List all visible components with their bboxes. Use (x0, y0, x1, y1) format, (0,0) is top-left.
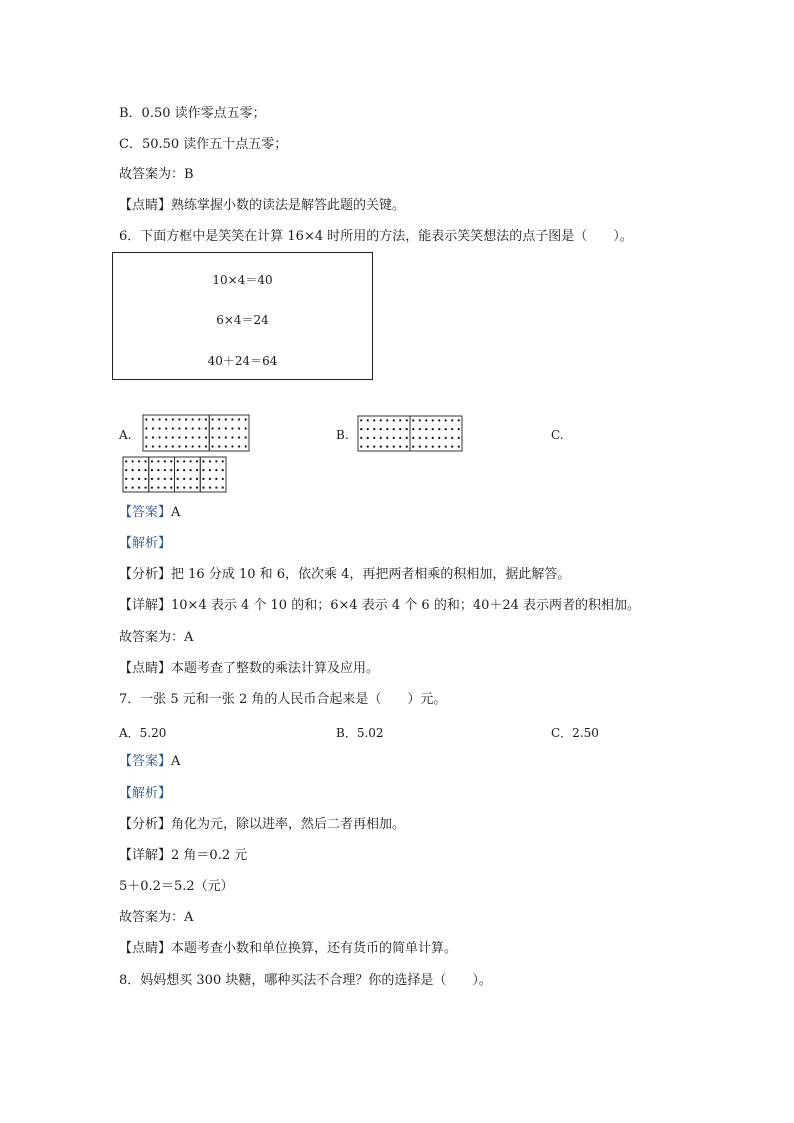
dot (386, 428, 388, 430)
dot (393, 419, 395, 421)
q7-option-c: C．2.50 (551, 726, 599, 740)
dot (189, 469, 191, 471)
dot (412, 428, 414, 430)
dot (158, 427, 160, 429)
dot (225, 436, 227, 438)
dot (367, 419, 369, 421)
dot (178, 427, 180, 429)
analysis-tag: 【分析】 (119, 567, 172, 582)
dot-diagram-a (142, 414, 250, 452)
dot (185, 445, 187, 447)
dot (157, 460, 159, 462)
dot (218, 445, 220, 447)
dot (245, 436, 247, 438)
q6-analysis (119, 567, 570, 583)
dot (192, 418, 194, 420)
q7-analysis (119, 817, 405, 833)
dot (144, 469, 146, 471)
dot (215, 460, 217, 462)
line-b: B．0.50 读作零点五零； (119, 106, 266, 121)
dot (196, 487, 198, 489)
dot (380, 446, 382, 448)
dot (367, 428, 369, 430)
answer-line: 故答案为：B (119, 167, 194, 182)
q7-answer (119, 754, 180, 770)
dot (373, 428, 375, 430)
dot (196, 478, 198, 480)
dot (360, 437, 362, 439)
dot (172, 427, 174, 429)
dot (177, 460, 179, 462)
analysis-text: 角化为元，除以进率，然后二者再相加。 (171, 817, 406, 832)
dot (177, 478, 179, 480)
dot (152, 445, 154, 447)
q7-option-b: B．5.02 (336, 726, 384, 740)
dot (406, 446, 408, 448)
dot (419, 428, 421, 430)
dot (238, 445, 240, 447)
dot (432, 437, 434, 439)
dot (373, 419, 375, 421)
dot (425, 446, 427, 448)
dot (425, 428, 427, 430)
dot (445, 446, 447, 448)
dot (451, 419, 453, 421)
dot (138, 487, 140, 489)
dot (245, 418, 247, 420)
dot (138, 469, 140, 471)
dot (367, 446, 369, 448)
detail-tag: 【详解】 (119, 598, 172, 613)
answer-value: A (171, 505, 181, 520)
dot (360, 428, 362, 430)
dot (373, 437, 375, 439)
dot (172, 418, 174, 420)
q7-conclusion: 故答案为：A (119, 910, 194, 925)
dot (399, 437, 401, 439)
dot (196, 469, 198, 471)
dot (125, 469, 127, 471)
dot (231, 436, 233, 438)
dot (231, 427, 233, 429)
dot (202, 478, 204, 480)
dot (145, 436, 147, 438)
dot (164, 487, 166, 489)
question-6: 6．下面方框中是笑笑在计算 16×4 时所用的方法，能表示笑笑想法的点子图是（ ）。 (119, 229, 633, 244)
dot (138, 478, 140, 480)
dot (432, 419, 434, 421)
dot (152, 427, 154, 429)
dot (215, 469, 217, 471)
dot (178, 418, 180, 420)
dot (393, 437, 395, 439)
dot-diagram-b (357, 415, 463, 452)
dot (386, 446, 388, 448)
dot (412, 446, 414, 448)
dot (211, 445, 213, 447)
dot (205, 436, 207, 438)
dot (399, 428, 401, 430)
dot (211, 418, 213, 420)
dot (205, 427, 207, 429)
dot (151, 469, 153, 471)
dot (177, 487, 179, 489)
dot (380, 419, 382, 421)
dot (177, 469, 179, 471)
dot (178, 445, 180, 447)
dot (172, 436, 174, 438)
dot (231, 445, 233, 447)
option-a-label: A. (119, 428, 132, 442)
dot (144, 460, 146, 462)
dot (151, 460, 153, 462)
dot (451, 446, 453, 448)
dot (157, 487, 159, 489)
dot (393, 428, 395, 430)
dot (202, 487, 204, 489)
detail-tag: 【详解】 (119, 848, 172, 863)
dot (196, 460, 198, 462)
remark-tag: 【点睛】 (119, 941, 172, 956)
dot (192, 427, 194, 429)
dot (189, 460, 191, 462)
q7-analysis-tag: 【解析】 (119, 786, 172, 801)
dot (145, 445, 147, 447)
method-box (112, 252, 373, 380)
dot (451, 437, 453, 439)
dot (132, 460, 134, 462)
dot (185, 427, 187, 429)
answer-tag: 【答案】 (119, 505, 172, 520)
dot (209, 478, 211, 480)
dot (215, 478, 217, 480)
dot (438, 437, 440, 439)
dot (152, 418, 154, 420)
dot (211, 436, 213, 438)
dot (245, 445, 247, 447)
dot (380, 428, 382, 430)
dot (380, 437, 382, 439)
dot (165, 418, 167, 420)
dot (198, 436, 200, 438)
dot (225, 445, 227, 447)
dot-group-box (209, 415, 249, 451)
analysis-text: 把 16 分成 10 和 6，依次乘 4，再把两者相乘的积相加，据此解答。 (171, 567, 571, 582)
dot (185, 436, 187, 438)
answer-value: A (171, 754, 181, 769)
dot (165, 445, 167, 447)
dot (238, 427, 240, 429)
dot (144, 478, 146, 480)
dot-group-box (410, 416, 462, 451)
dot (458, 437, 460, 439)
dot (432, 428, 434, 430)
dot (458, 446, 460, 448)
dot (222, 469, 224, 471)
dot (360, 446, 362, 448)
dot (222, 460, 224, 462)
remark-tag: 【点睛】 (119, 661, 172, 676)
dot (138, 460, 140, 462)
dot (132, 469, 134, 471)
dot (145, 427, 147, 429)
dot (399, 419, 401, 421)
dot (132, 487, 134, 489)
dot (151, 487, 153, 489)
dot (125, 487, 127, 489)
remark-line (119, 198, 405, 214)
dot (360, 419, 362, 421)
dot (145, 418, 147, 420)
dot (183, 460, 185, 462)
dot (189, 478, 191, 480)
dot (205, 445, 207, 447)
analysis-tag: 【分析】 (119, 817, 172, 832)
dot (170, 487, 172, 489)
dot (419, 446, 421, 448)
dot (189, 487, 191, 489)
question-7: 7．一张 5 元和一张 2 角的人民币合起来是（ ）元。 (119, 692, 447, 707)
dot (158, 418, 160, 420)
option-b-label: B. (336, 428, 349, 442)
dot (202, 469, 204, 471)
q6-answer (119, 505, 180, 521)
dot (183, 469, 185, 471)
equation-1: 10×4＝40 (212, 273, 273, 287)
equation-2: 6×4＝24 (216, 313, 269, 327)
equation-3: 40＋24＝64 (207, 354, 278, 368)
q7-detail (119, 848, 247, 864)
remark-text: 本题考查了整数的乘法计算及应用。 (171, 661, 380, 676)
answer-tag: 【答案】 (119, 754, 172, 769)
dot (438, 428, 440, 430)
remark-tag: 【点睛】 (119, 198, 172, 213)
dot (412, 419, 414, 421)
q7-option-a: A．5.20 (119, 726, 167, 740)
dot (172, 445, 174, 447)
dot (183, 487, 185, 489)
remark-text: 熟练掌握小数的读法是解答此题的关键。 (171, 198, 406, 213)
dot (164, 478, 166, 480)
dot (183, 478, 185, 480)
dot (209, 487, 211, 489)
dot (185, 418, 187, 420)
dot (406, 419, 408, 421)
dot (432, 446, 434, 448)
dot (152, 436, 154, 438)
dot (144, 487, 146, 489)
q6-analysis-tag: 【解析】 (119, 536, 172, 551)
dot (231, 418, 233, 420)
dot (198, 418, 200, 420)
dot (170, 469, 172, 471)
dot (164, 469, 166, 471)
dot (151, 478, 153, 480)
dot (132, 478, 134, 480)
option-c-label: C. (551, 428, 564, 442)
line-c: C．50.50 读作五十点五零； (119, 137, 288, 152)
dot (157, 469, 159, 471)
dot (458, 428, 460, 430)
dot (425, 437, 427, 439)
dot (192, 445, 194, 447)
dot (245, 427, 247, 429)
dot (406, 437, 408, 439)
dot (386, 419, 388, 421)
dot (178, 436, 180, 438)
dot (438, 419, 440, 421)
dot (218, 427, 220, 429)
dot (202, 460, 204, 462)
dot (399, 446, 401, 448)
dot (158, 445, 160, 447)
dot (406, 428, 408, 430)
dot (198, 445, 200, 447)
dot (165, 427, 167, 429)
dot (438, 446, 440, 448)
q7-calculation: 5＋0.2＝5.2（元） (119, 879, 234, 894)
dot (225, 418, 227, 420)
q7-remark (119, 941, 457, 957)
dot-group-box (358, 416, 410, 451)
dot (198, 427, 200, 429)
detail-text: 10×4 表示 4 个 10 的和；6×4 表示 4 个 6 的和；40＋24 表示两者的积相加。 (171, 598, 641, 613)
dot (373, 446, 375, 448)
dot (445, 437, 447, 439)
dot (157, 478, 159, 480)
dot (445, 419, 447, 421)
dot (165, 436, 167, 438)
dot (425, 419, 427, 421)
question-8: 8．妈妈想买 300 块糖，哪种买法不合理？你的选择是（ ）。 (119, 973, 492, 988)
dot (419, 437, 421, 439)
dot (238, 436, 240, 438)
dot (125, 460, 127, 462)
dot-diagram-c (122, 456, 227, 493)
dot (419, 419, 421, 421)
dot (445, 428, 447, 430)
dot (225, 427, 227, 429)
dot (393, 446, 395, 448)
dot (170, 478, 172, 480)
dot (209, 469, 211, 471)
q6-detail (119, 598, 640, 614)
detail-text: 2 角＝0.2 元 (171, 848, 248, 863)
dot (170, 460, 172, 462)
dot (211, 427, 213, 429)
dot (367, 437, 369, 439)
dot (222, 487, 224, 489)
dot (125, 478, 127, 480)
dot (451, 428, 453, 430)
dot (164, 460, 166, 462)
dot (209, 460, 211, 462)
dot (222, 478, 224, 480)
q6-remark (119, 661, 379, 677)
dot (412, 437, 414, 439)
dot (218, 418, 220, 420)
dot (458, 419, 460, 421)
dot (218, 436, 220, 438)
dot (192, 436, 194, 438)
remark-text: 本题考查小数和单位换算，还有货币的简单计算。 (171, 941, 458, 956)
q6-conclusion: 故答案为：A (119, 630, 194, 645)
dot (158, 436, 160, 438)
dot (205, 418, 207, 420)
dot (386, 437, 388, 439)
dot (238, 418, 240, 420)
dot (215, 487, 217, 489)
